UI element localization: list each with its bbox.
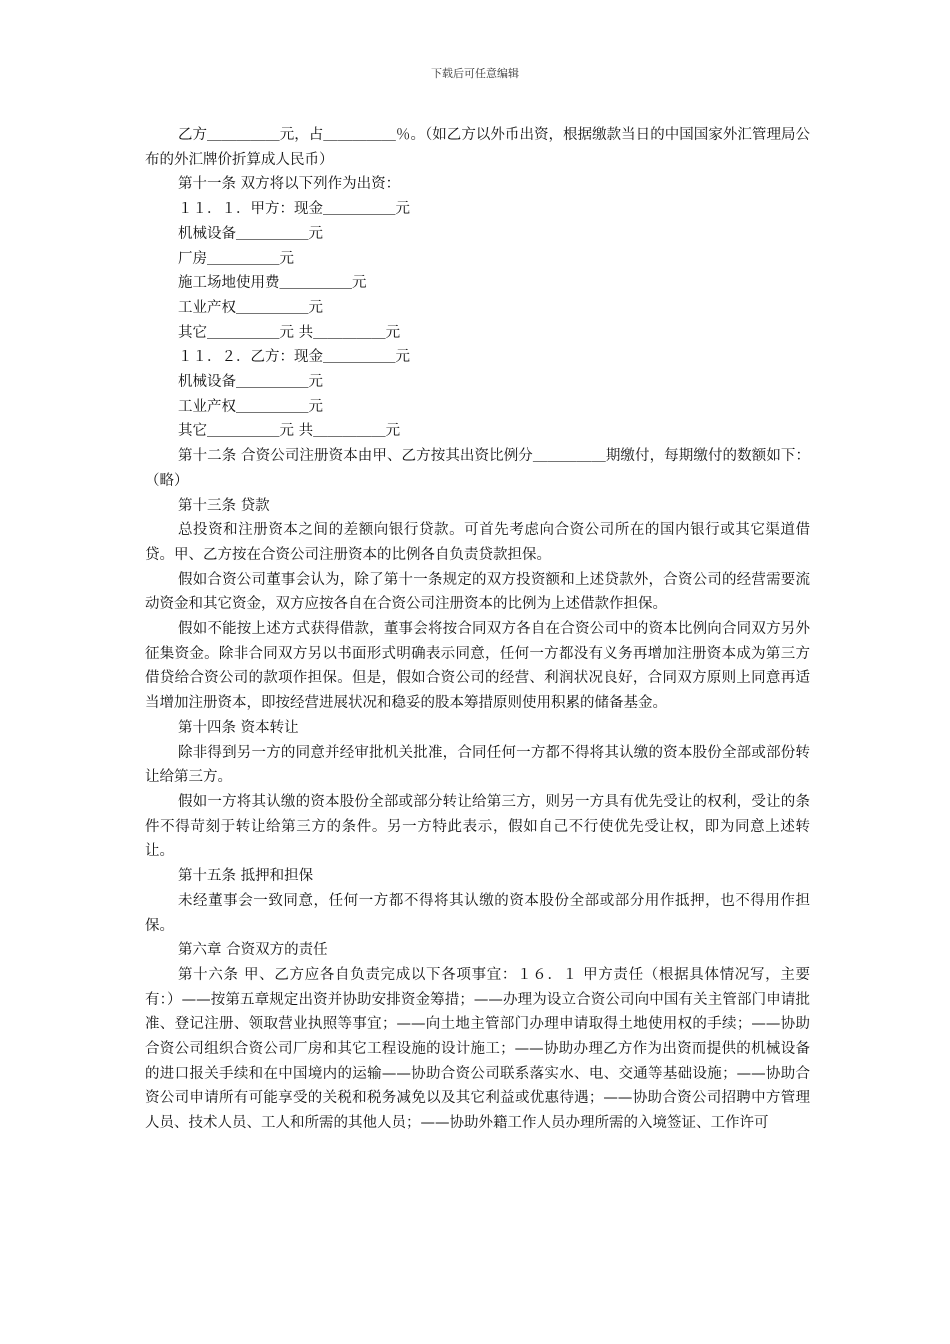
paragraph: 乙方＿＿＿＿＿元，占＿＿＿＿＿％。（如乙方以外币出资，根据缴款当日的中国国家外汇管理局公布的外汇牌价折算成人民币） <box>145 127 810 168</box>
paragraph: 除非得到另一方的同意并经审批机关批准，合同任何一方都不得将其认缴的资本股份全部或部份转让给第三方。 <box>145 744 810 786</box>
paragraph: 未经董事会一致同意，任何一方都不得将其认缴的资本股份全部或部分用作抵押，也不得用作担保。 <box>145 892 810 934</box>
paragraph: 总投资和注册资本之间的差额向银行贷款。可首先考虑向合资公司所在的国内银行或其它渠道借贷。甲、乙方按在合资公司注册资本的比例各自负责贷款担保。 <box>145 522 810 563</box>
article-heading: 第十三条 贷款 <box>178 497 270 514</box>
paragraph: 假如一方将其认缴的资本股份全部或部分转让给第三方，则另一方具有优先受让的权利，受让的条件不得苛刻于转让给第三方的条件。另一方特此表示，假如自己不行使优先受让权，即为同意上述转让。 <box>145 793 810 860</box>
article-heading: 第十五条 抵押和担保 <box>178 868 314 885</box>
page-header: 下载后可任意编辑 <box>431 67 519 80</box>
list-item: 施工场地使用费＿＿＿＿＿元 <box>178 275 367 292</box>
list-item: 其它＿＿＿＿＿元 共＿＿＿＿＿元 <box>178 324 401 341</box>
list-item: 机械设备＿＿＿＿＿元 <box>178 374 323 391</box>
chapter-heading: 第六章 合资双方的责任 <box>178 942 328 959</box>
paragraph: 假如合资公司董事会认为，除了第十一条规定的双方投资额和上述贷款外，合资公司的经营需要流动资金和其它资金，双方应按各自在合资公司注册资本的比例为上述借款作担保。 <box>145 571 810 613</box>
article-heading: 第十一条 双方将以下列作为出资： <box>178 176 401 193</box>
list-item: １１．１．甲方：现金＿＿＿＿＿元 <box>178 201 410 218</box>
list-item: 工业产权＿＿＿＿＿元 <box>178 299 323 316</box>
paragraph: 第十六条 甲、乙方应各自负责完成以下各项事宜：１６．１ 甲方责任（根据具体情况写，主要有：）——按第五章规定出资并协助安排资金筹措；——办理为设立合资公司向中国有关主管部门申请批准、登记注册、领取营业执照等事宜；——向土地主管部门办理申请取得土地使用权的手续；——协助合资公司组织合资公司厂房和其它工程设施的设计施工；——协助办理乙方作为出资而提供的机械设备的进口报关手续和在中国境内的运输——协助合资公司联系落实水、电、交通等基础设施；——协助合资公司申请所有可能享受的关税和税务减免以及其它利益或优惠待遇；——协助合资公司招聘中方管理人员、技术人员、工人和所需的其他人员；——协助外籍工作人员办理所需的入境签证、工作许可 <box>145 966 810 1132</box>
list-item: 其它＿＿＿＿＿元 共＿＿＿＿＿元 <box>178 423 401 440</box>
document-body <box>145 123 810 1136</box>
list-item: 工业产权＿＿＿＿＿元 <box>178 398 323 415</box>
list-item: 机械设备＿＿＿＿＿元 <box>178 225 323 242</box>
list-item: １１．２．乙方：现金＿＿＿＿＿元 <box>178 349 410 366</box>
list-item: 厂房＿＿＿＿＿元 <box>178 250 294 267</box>
paragraph: 第十二条 合资公司注册资本由甲、乙方按其出资比例分＿＿＿＿＿期缴付，每期缴付的数额如下：（略） <box>145 448 810 489</box>
article-heading: 第十四条 资本转让 <box>178 719 299 736</box>
paragraph: 假如不能按上述方式获得借款，董事会将按合同双方各自在合资公司中的资本比例向合同双方另外征集资金。除非合同双方另以书面形式明确表示同意，任何一方都没有义务再增加注册资本成为第三方借贷给合资公司的款项作担保。但是，假如合资公司的经营、利润状况良好，合同双方原则上同意再适当增加注册资本，即按经营进展状况和稳妥的股本筹措原则使用积累的储备基金。 <box>145 621 810 712</box>
